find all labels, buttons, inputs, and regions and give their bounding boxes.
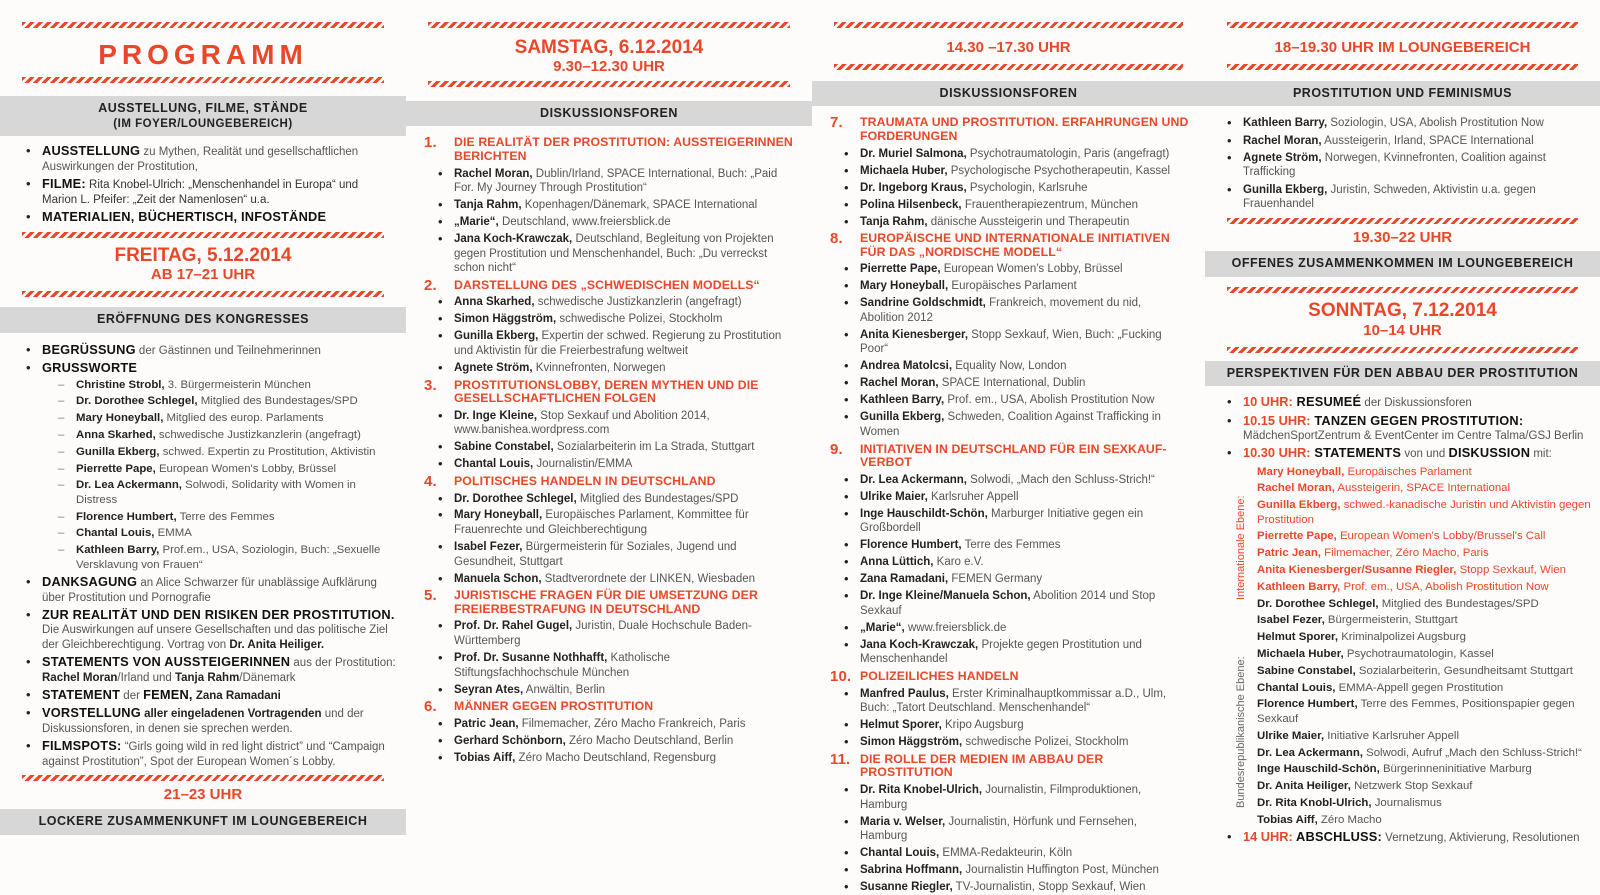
list-item: • Agnete Ström, Norwegen, Kvinnefronten, Coalition against Trafficking [1227, 151, 1590, 180]
list-item: • 10 UHR: RESUMEÉ der Diskussionsforen [1227, 395, 1590, 411]
stripe-divider [1227, 287, 1578, 293]
forum-2 [406, 276, 812, 376]
day-heading: SAMSTAG, 6.12.2014 [514, 37, 704, 58]
forum-number: 2. [424, 276, 437, 294]
forum-title: DIE REALITÄT DER PROSTITUTION: AUSSTEIGERINNEN BERICHTEN [454, 135, 793, 163]
section-band-open-meeting: OFFENES ZUSAMMENKOMMEN IM LOUNGEBEREICH [1205, 251, 1600, 277]
list-item: • Florence Humbert, Terre des Femmes [844, 538, 1185, 553]
forum-title: INITIATIVEN IN DEUTSCHLAND FÜR EIN SEXKAUF-VERBOT [860, 441, 1167, 470]
speaker-item: – Kathleen Barry, Prof.em., USA, Soziologin, Buch: „Sexuelle Versklavung von Frauen“ [58, 543, 396, 572]
list-item: • BEGRÜSSUNG der Gästinnen und Teilnehmerinnen [26, 343, 396, 359]
list-item: • Dr. Dorothee Schlegel, Mitglied des Bundestages/SPD [438, 492, 792, 507]
list-item: • Seyran Ates, Anwältin, Berlin [438, 683, 792, 698]
list-item: • Polina Hilsenbeck, Frauentherapiezentrum, München [844, 198, 1185, 213]
forum-7 [812, 116, 1205, 229]
list-item: • Jana Koch-Krawczak, Projekte gegen Prostitution und Menschenhandel [844, 638, 1185, 667]
list-item: Isabel Fezer, Bürgermeisterin, Stuttgart [1257, 614, 1458, 627]
forum-title: TRAUMATA UND PROSTITUTION. ERFAHRUNGEN UND FORDERUNGEN [860, 115, 1189, 143]
forum-number: 4. [424, 472, 437, 490]
list-item: • DANKSAGUNG an Alice Schwarzer für unablässige Aufklärung über Prostitution und Pornografie [26, 575, 396, 605]
section-band-perspectives: PERSPEKTIVEN FÜR DEN ABBAU DER PROSTITUTION [1205, 361, 1600, 387]
column-saturday-morning [406, 0, 812, 847]
speaker-item: – Dr. Dorothee Schlegel, Mitglied des Bundestages/SPD [58, 394, 396, 409]
list-item: • 14 UHR: ABSCHLUSS: Vernetzung, Aktivierung, Resolutionen [1227, 830, 1590, 846]
list-item: • MATERIALIEN, BÜCHERTISCH, INFOSTÄNDE [26, 210, 396, 226]
list-item: Gunilla Ekberg, schwed.-kanadische Juristin und Aktivistin gegen Prostitution [1257, 499, 1591, 526]
list-item: • Manuela Schon, Stadtverordnete der LINKEN, Wiesbaden [438, 572, 792, 587]
list-item: • Jana Koch-Krawczak, Deutschland, Begleitung von Projekten gegen Prostitution und Menschenhandel, Buch: „Du verreckst schon nicht“ [438, 232, 792, 276]
section-band-opening: ERÖFFNUNG DES KONGRESSES [0, 307, 406, 333]
stripe-divider [1227, 64, 1578, 70]
column-saturday-afternoon [812, 0, 1205, 894]
list-item: Dr. Dorothee Schlegel, Mitglied des Bundestages/SPD [1257, 597, 1539, 610]
speaker-item: – Christine Strobl, 3. Bürgermeisterin München [58, 378, 396, 393]
list-item: • Mary Honeyball, Europäisches Parlament, Kommittee für Frauenrechte und Gleichberechtigung [438, 508, 792, 537]
list-item: • Tanja Rahm, Kopenhagen/Dänemark, SPACE International [438, 198, 792, 213]
forum-title: DIE ROLLE DER MEDIEN IM ABBAU DER PROSTITUTION [860, 751, 1104, 780]
list-item: • VORSTELLUNG aller eingeladenen Vortragenden und der Diskussionsforen, in denen sie sprechen werden. [26, 706, 396, 736]
speaker-item: – Chantal Louis, EMMA [58, 526, 396, 541]
list-item: • „Marie“, www.freiersblick.de [844, 621, 1185, 636]
list-item: • Simon Häggström, schwedische Polizei, Stockholm [844, 735, 1185, 750]
speaker-item: – Florence Humbert, Terre des Femmes [58, 510, 396, 525]
stripe-divider [22, 77, 384, 83]
international-level-label: Internationale Ebene: [1235, 494, 1247, 600]
list-item: • Dr. Inge Kleine/Manuela Schon, Abolition 2014 und Stop Sexkauf [844, 589, 1185, 618]
list-item: Ulrike Maier, Initiative Karlsruher Appell [1257, 729, 1459, 742]
list-item: • Sabine Constabel, Sozialarbeiterin im La Strada, Stuttgart [438, 440, 792, 455]
list-item: Florence Humbert, Terre des Femmes, Positionspapier gegen Sexkauf [1257, 698, 1575, 725]
section-band-feminism: PROSTITUTION UND FEMINISMUS [1205, 81, 1600, 107]
stripe-divider [834, 64, 1183, 70]
list-item: • Dr. Ingeborg Kraus, Psychologin, Karlsruhe [844, 181, 1185, 196]
list-item: • Simon Häggström, schwedische Polizei, Stockholm [438, 312, 792, 327]
time-heading: 10–14 UHR [1363, 322, 1442, 340]
section-band-lounge: LOCKERE ZUSAMMENKUNFT IM LOUNGEBEREICH [0, 809, 406, 835]
list-item: • Agnete Ström, Kvinnefronten, Norwegen [438, 361, 792, 376]
list-item: • Prof. Dr. Susanne Nothhafft, Katholische Stiftungsfachhochschule München [438, 651, 792, 680]
speaker-item: – Mary Honeyball, Mitglied des europ. Parlaments [58, 411, 396, 426]
forum-6 [406, 700, 812, 765]
list-item: • AUSSTELLUNG zu Mythen, Realität und gesellschaftlichen Auswirkungen der Prostitution, [26, 144, 396, 174]
forum-title: POLITISCHES HANDELN IN DEUTSCHLAND [454, 473, 716, 488]
list-item: • Chantal Louis, EMMA-Redakteurin, Köln [844, 846, 1185, 861]
forum-number: 6. [424, 698, 437, 716]
list-item: • Sandrine Goldschmidt, Frankreich, movement du nid, Abolition 2012 [844, 296, 1185, 325]
forum-title: POLIZEILICHES HANDELN [860, 668, 1019, 683]
list-item: • Mary Honeyball, Europäisches Parlament [844, 279, 1185, 294]
list-item: Mary Honeyball, Europäisches Parlament [1257, 465, 1472, 478]
list-item: • Zana Ramadani, FEMEN Germany [844, 572, 1185, 587]
day-heading: FREITAG, 5.12.2014 [114, 244, 292, 266]
list-item: • Dr. Muriel Salmona, Psychotraumatologin, Paris (angefragt) [844, 147, 1185, 162]
list-item: • Tobias Aiff, Zéro Macho Deutschland, Regensburg [438, 751, 792, 766]
stripe-divider [1227, 218, 1578, 224]
list-item: • ZUR REALITÄT UND DEN RISIKEN DER PROSTITUTION. Die Auswirkungen auf unsere Gesellschaften und das politische Ziel der Gleichberechtigung. Vortrag von Dr. Anita Heiliger. [26, 608, 396, 653]
stripe-divider [22, 22, 384, 28]
list-item: • Gerhard Schönborn, Zéro Macho Deutschland, Berlin [438, 734, 792, 749]
list-item: Helmut Sporer, Kriminalpolizei Augsburg [1257, 631, 1466, 644]
band-title: AUSSTELLUNG, FILME, STÄNDE [98, 101, 308, 116]
forum-10 [812, 667, 1205, 750]
list-item: • STATEMENT der FEMEN, Zana Ramadani [26, 688, 396, 704]
stripe-divider [22, 232, 384, 238]
column-friday [0, 0, 406, 847]
forum-5 [406, 589, 812, 697]
list-item: • Anna Lüttich, Karo e.V. [844, 555, 1185, 570]
list-item: • Dr. Rita Knobel-Ulrich, Journalistin, Filmproduktionen, Hamburg [844, 783, 1185, 812]
list-item: • Tanja Rahm, dänische Aussteigerin und Therapeutin [844, 215, 1185, 230]
time-heading: AB 17–21 UHR [150, 266, 256, 284]
time-heading: 18–19.30 UHR IM LOUNGEBEREICH [1274, 39, 1531, 56]
forum-3 [406, 376, 812, 472]
list-item: Dr. Rita Knobl-Ulrich, Journalismus [1257, 796, 1442, 809]
forum-number: 7. [830, 114, 843, 132]
list-item: • „Marie“, Deutschland, www.freiersblick.de [438, 215, 792, 230]
list-item: • Ulrike Maier, Karlsruher Appell [844, 490, 1185, 505]
stripe-divider [22, 775, 384, 781]
forum-title: MÄNNER GEGEN PROSTITUTION [454, 699, 654, 714]
list-item: Inge Hauschild-Schön, Bürgerinneninitiative Marburg [1257, 763, 1532, 776]
list-item: Rachel Moran, Aussteigerin, SPACE International [1257, 482, 1511, 495]
time-heading: 19.30–22 UHR [1352, 228, 1453, 246]
page-title: PROGRAMM [98, 39, 308, 70]
forum-number: 5. [424, 587, 437, 605]
forum-11 [812, 750, 1205, 895]
list-item: • Kathleen Barry, Prof. em., USA, Abolish Prostitution Now [844, 393, 1185, 408]
list-item: • Rachel Moran, Aussteigerin, Irland, SPACE International [1227, 134, 1590, 149]
list-item: • Rachel Moran, SPACE International, Dublin [844, 376, 1185, 391]
list-item: • Michaela Huber, Psychologische Psychotherapeutin, Kassel [844, 164, 1185, 179]
list-item: • Sabrina Hoffmann, Journalistin Huffington Post, München [844, 863, 1185, 878]
speaker-item: – Gunilla Ekberg, schwed. Expertin zu Prostitution, Aktivistin [58, 445, 396, 460]
forum-title: JURISTISCHE FRAGEN FÜR DIE UMSETZUNG DER FREIERBESTRAFUNG IN DEUTSCHLAND [454, 588, 758, 616]
list-item: • Anna Skarhed, schwedische Justizkanzlerin (angefragt) [438, 295, 792, 310]
forum-title: EUROPÄISCHE UND INTERNATIONALE INITIATIVEN FÜR DAS „NORDISCHE MODELL“ [860, 231, 1170, 259]
band-subtitle: (IM FOYER/LOUNGEBEREICH) [113, 118, 293, 131]
forum-number: 1. [424, 134, 437, 152]
list-item: Tobias Aiff, Zéro Macho [1257, 813, 1382, 826]
forum-9 [812, 440, 1205, 667]
list-item: • Susanne Riegler, TV-Journalistin, Stopp Sexkauf, Wien [844, 880, 1185, 895]
forum-1 [406, 136, 812, 276]
forum-title: PROSTITUTIONSLOBBY, DEREN MYTHEN UND DIE GESELLSCHAFTLICHEN FOLGEN [454, 377, 759, 406]
list-item: • Helmut Sporer, Kripo Augsburg [844, 718, 1185, 733]
list-item: • Isabel Fezer, Bürgermeisterin für Soziales, Jugend und Gesundheit, Stuttgart [438, 540, 792, 569]
list-item: • Gunilla Ekberg, Juristin, Schweden, Aktivistin u.a. gegen Frauenhandel [1227, 183, 1590, 212]
list-item: Anita Kienesberger/Susanne Riegler, Stopp Sexkauf, Wien [1257, 564, 1566, 577]
list-item: • Rachel Moran, Dublin/Irland, SPACE International, Buch: „Paid For. My Journey Through Prostitution“ [438, 167, 792, 196]
list-item: • Patric Jean, Filmemacher, Zéro Macho Frankreich, Paris [438, 717, 792, 732]
forum-4 [406, 472, 812, 586]
list-item: • FILME: Rita Knobel-Ulrich: „Menschenhandel in Europa“ und Marion L. Pfeifer: „Zeit der Namenlosen“ u.a. [26, 177, 396, 207]
list-item: • Chantal Louis, Journalistin/EMMA [438, 457, 792, 472]
forum-title: DARSTELLUNG DES „SCHWEDISCHEN MODELLS“ [454, 277, 760, 292]
stripe-divider [834, 22, 1183, 28]
stripe-divider [1227, 347, 1578, 353]
stripe-divider [428, 81, 790, 87]
stripe-divider [428, 22, 790, 28]
sunday-list [1205, 395, 1600, 462]
section-band-exhibition [0, 96, 406, 136]
forum-8 [812, 232, 1205, 439]
list-item: • FILMSPOTS: “Girls going wild in red light district” und “Campaign against Prostitution”, Spot der European Women´s Lobby. [26, 739, 396, 769]
forum-number: 8. [830, 230, 843, 248]
closing-list [1205, 830, 1600, 846]
list-item: Chantal Louis, EMMA-Appell gegen Prostitution [1257, 681, 1504, 694]
feminism-list [1205, 116, 1600, 211]
list-item: Sabine Constabel, Sozialarbeiterin, Gesundheitsamt Stuttgart [1257, 664, 1573, 677]
list-item: Patric Jean, Filmemacher, Zéro Macho, Paris [1257, 547, 1489, 560]
list-item: • 10.15 UHR: TANZEN GEGEN PROSTITUTION: MädchenSportZentrum & EventCenter im Centre Talma/GSJ Berlin [1227, 414, 1590, 444]
time-heading: 9.30–12.30 UHR [553, 57, 665, 75]
list-item: • Kathleen Barry, Soziologin, USA, Abolish Prostitution Now [1227, 116, 1590, 131]
section-band-forums: DISKUSSIONSFOREN [406, 101, 812, 127]
forum-number: 3. [424, 376, 437, 394]
list-item: • Gunilla Ekberg, Schweden, Coalition Against Trafficking in Women [844, 410, 1185, 439]
list-item: Pierrette Pape, European Women's Lobby/Brussel's Call [1257, 530, 1546, 543]
list-item: Dr. Lea Ackermann, Solwodi, Aufruf „Mach den Schluss-Strich!“ [1257, 746, 1582, 759]
list-item: • Anita Kienesberger, Stopp Sexkauf, Wien, Buch: „Fucking Poor“ [844, 328, 1185, 357]
list-item: • Inge Hauschildt-Schön, Marburger Initiative gegen ein Großbordell [844, 507, 1185, 536]
speaker-item: – Pierrette Pape, European Women's Lobby, Brüssel [58, 462, 396, 477]
section-band-forums: DISKUSSIONSFOREN [812, 81, 1205, 107]
list-item: • Maria v. Welser, Journalistin, Hörfunk und Fernsehen, Hamburg [844, 815, 1185, 844]
list-item: Michaela Huber, Psychotraumatologin, Kassel [1257, 648, 1494, 661]
column-evening-sunday [1205, 0, 1600, 847]
day-heading: SONNTAG, 7.12.2014 [1308, 300, 1497, 322]
list-item: • Dr. Lea Ackermann, Solwodi, „Mach den Schluss-Strich!“ [844, 473, 1185, 488]
stripe-divider [22, 291, 384, 297]
forum-number: 11. [830, 750, 851, 768]
speaker-list [42, 378, 396, 573]
list-item: • Prof. Dr. Rahel Gugel, Juristin, Duale Hochschule Baden-Württemberg [438, 619, 792, 648]
exhibition-list [0, 144, 406, 225]
time-heading: 21–23 UHR [163, 786, 243, 804]
federal-speaker-list [1235, 597, 1600, 828]
list-item: • Dr. Inge Kleine, Stop Sexkauf und Abolition 2014, www.banishea.wordpress.com [438, 409, 792, 438]
list-item: • Pierrette Pape, European Women's Lobby, Brüssel [844, 262, 1185, 277]
list-item: Dr. Anita Heiliger, Netzwerk Stop Sexkauf [1257, 780, 1473, 793]
list-item: • Andrea Matolcsi, Equality Now, London [844, 359, 1185, 374]
list-item: Kathleen Barry, Prof. em., USA, Abolish Prostitution Now [1257, 580, 1549, 593]
speaker-item: – Dr. Lea Ackermann, Solwodi, Solidarity with Women in Distress [58, 478, 396, 507]
speaker-item: – Anna Skarhed, schwedische Justizkanzlerin (angefragt) [58, 428, 396, 443]
list-item: • 10.30 UHR: STATEMENTS von und DISKUSSION mit: [1227, 446, 1590, 462]
statement-panel [1235, 465, 1600, 828]
opening-list [0, 343, 406, 769]
international-speaker-list [1235, 465, 1600, 595]
stripe-divider [1227, 22, 1578, 28]
list-item: • STATEMENTS VON AUSSTEIGERINNEN aus der Prostitution: Rachel Moran/Irland und Tanja Rahm/Dänemark [26, 655, 396, 685]
forum-number: 9. [830, 440, 843, 458]
federal-level-label: Bundesrepublikanische Ebene: [1235, 655, 1247, 808]
list-item: • GRUSSWORTE – Christine Strobl, 3. Bürgermeisterin München – Dr. Dorothee Schlegel, Mitglied des Bundestages/SPD – Mary Honeyball, Mitglied des europ. Parlaments – Anna Skarhed, schwedische Justizkanzlerin (angefragt) – Gunilla Ekberg, schwed. Expertin zu Prostitution, Aktivistin – Pierrette Pape, European Women's Lobby, Brüssel – Dr. Lea Ackermann, Solwodi, Solidarity with Women in Distress – Florence Humbert, Terre des Femmes – Chantal Louis, EMMA – Kathleen Barry, Prof.em., USA, Soziologin, Buch: „Sexuelle Versklavung von Frauen“ [26, 361, 396, 572]
list-item: • Gunilla Ekberg, Expertin der schwed. Regierung zu Prostitution und Aktivistin für die Freierbestrafung weltweit [438, 329, 792, 358]
list-item: • Manfred Paulus, Erster Kriminalhauptkommissar a.D., Ulm, Buch: „Tatort Deutschland. Menschenhandel“ [844, 687, 1185, 716]
time-heading: 14.30 –17.30 UHR [946, 39, 1071, 56]
forum-number: 10. [830, 667, 852, 685]
